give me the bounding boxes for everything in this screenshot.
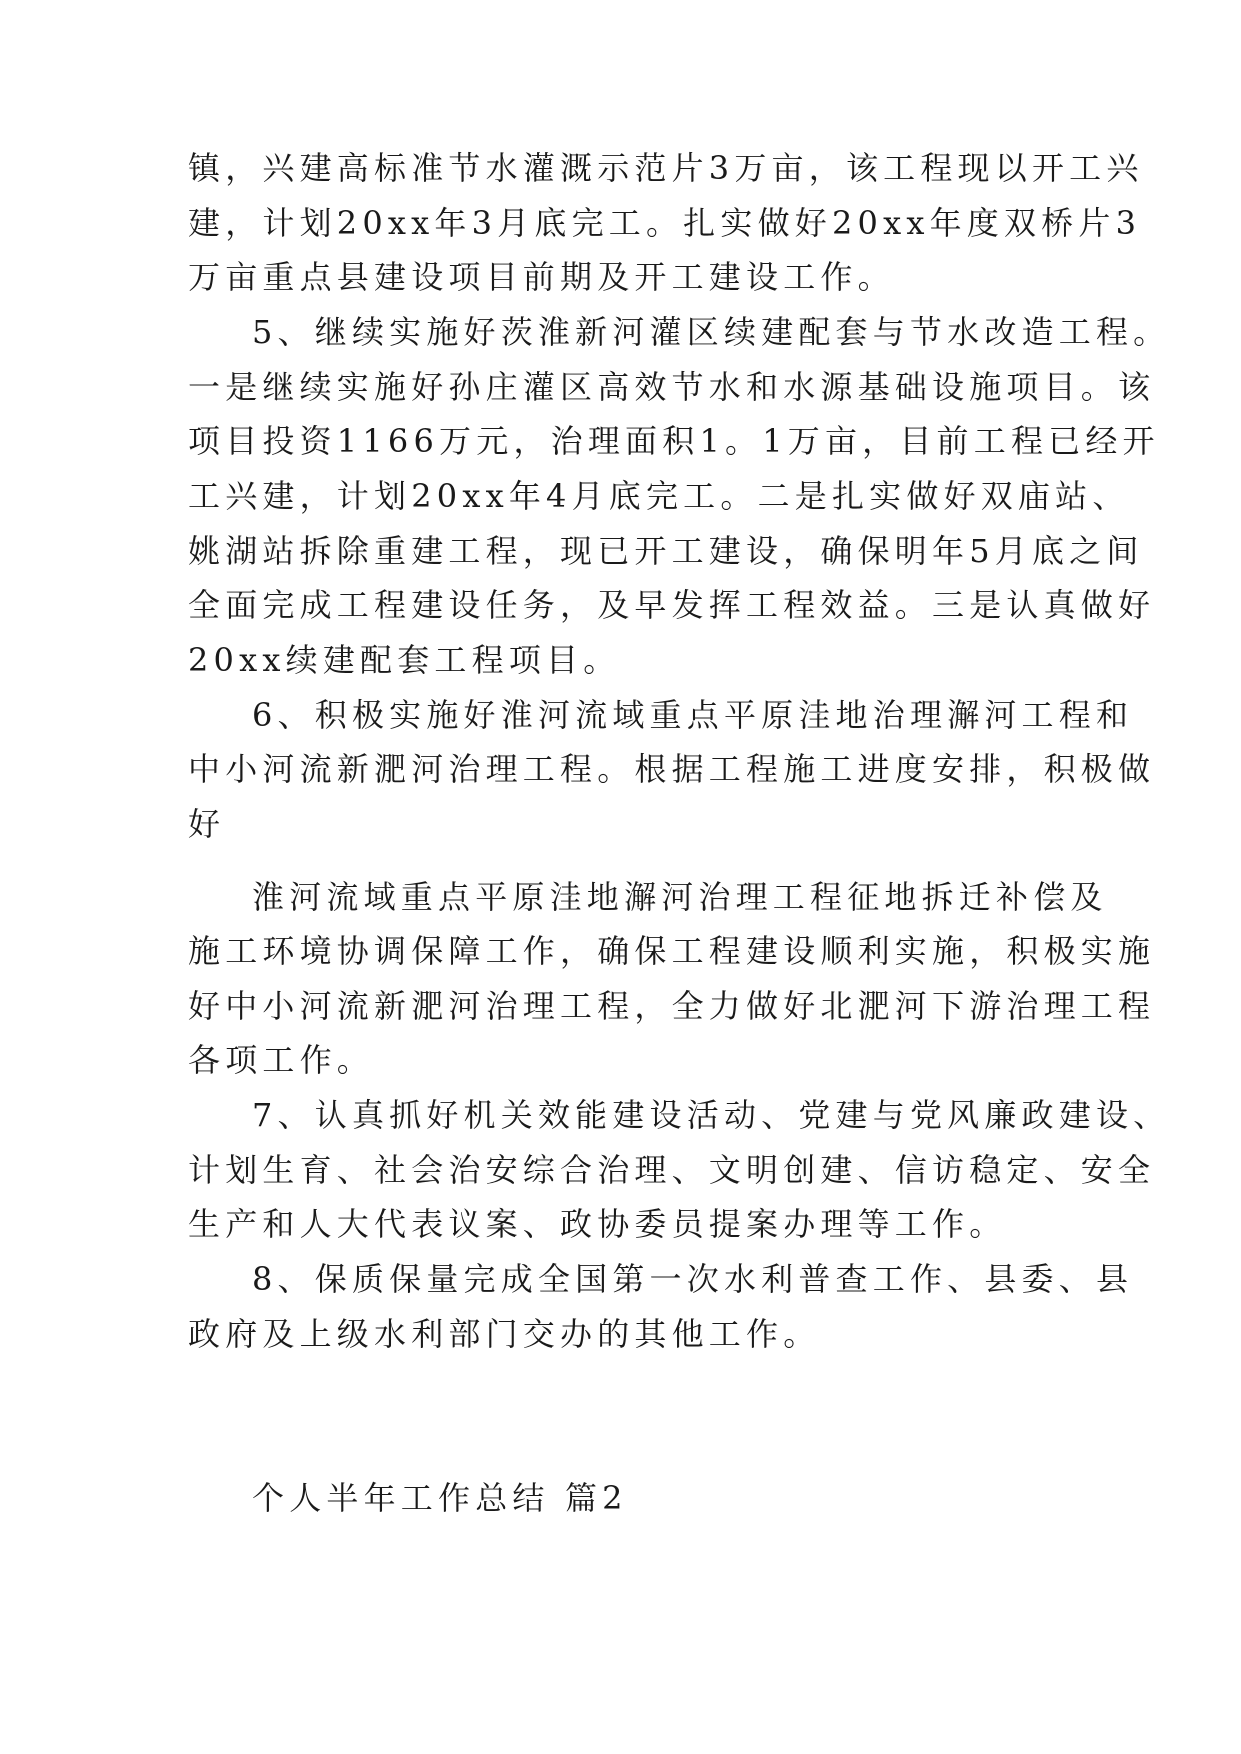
paragraph-6-start: 6、积极实施好淮河流域重点平原洼地治理澥河工程和 xyxy=(252,696,1134,734)
text-line: 政府及上级水利部门交办的其他工作。 xyxy=(188,1315,821,1353)
text-line: 工兴建，计划20xx年4月底完工。二是扎实做好双庙站、 xyxy=(188,477,1130,515)
text-line: 建，计划20xx年3月底完工。扎实做好20xx年度双桥片3 xyxy=(188,204,1142,242)
text-line: 好 xyxy=(188,805,226,843)
text-line: 万亩重点县建设项目前期及开工建设工作。 xyxy=(188,258,895,296)
text-line: 计划生育、社会治安综合治理、文明创建、信访稳定、安全 xyxy=(188,1151,1156,1189)
text-line: 各项工作。 xyxy=(188,1041,375,1079)
text-line: 全面完成工程建设任务，及早发挥工程效益。三是认真做好 xyxy=(188,586,1156,624)
paragraph-5-start: 5、继续实施好茨淮新河灌区续建配套与节水改造工程。 xyxy=(252,313,1171,351)
text-line: 好中小河流新淝河治理工程，全力做好北淝河下游治理工程 xyxy=(188,987,1156,1025)
paragraph-7-start: 7、认真抓好机关效能建设活动、党建与党风廉政建设、 xyxy=(252,1096,1171,1134)
text-line: 一是继续实施好孙庄灌区高效节水和水源基础设施项目。该 xyxy=(188,368,1156,406)
text-line: 镇，兴建高标准节水灌溉示范片3万亩，该工程现以开工兴 xyxy=(188,149,1144,187)
text-line: 姚湖站拆除重建工程，现已开工建设，确保明年5月底之间 xyxy=(188,532,1144,570)
text-line: 项目投资1166万元，治理面积1。1万亩，目前工程已经开 xyxy=(188,422,1160,460)
text-line: 20xx续建配套工程项目。 xyxy=(188,641,621,679)
section-heading: 个人半年工作总结 篇2 xyxy=(252,1479,628,1517)
text-line: 中小河流新淝河治理工程。根据工程施工进度安排，积极做 xyxy=(188,750,1156,788)
paragraph-8-start: 8、保质保量完成全国第一次水利普查工作、县委、县 xyxy=(252,1260,1134,1298)
text-line: 淮河流域重点平原洼地澥河治理工程征地拆迁补偿及 xyxy=(252,878,1108,916)
text-line: 生产和人大代表议案、政协委员提案办理等工作。 xyxy=(188,1205,1007,1243)
text-line: 施工环境协调保障工作，确保工程建设顺利实施，积极实施 xyxy=(188,932,1156,970)
